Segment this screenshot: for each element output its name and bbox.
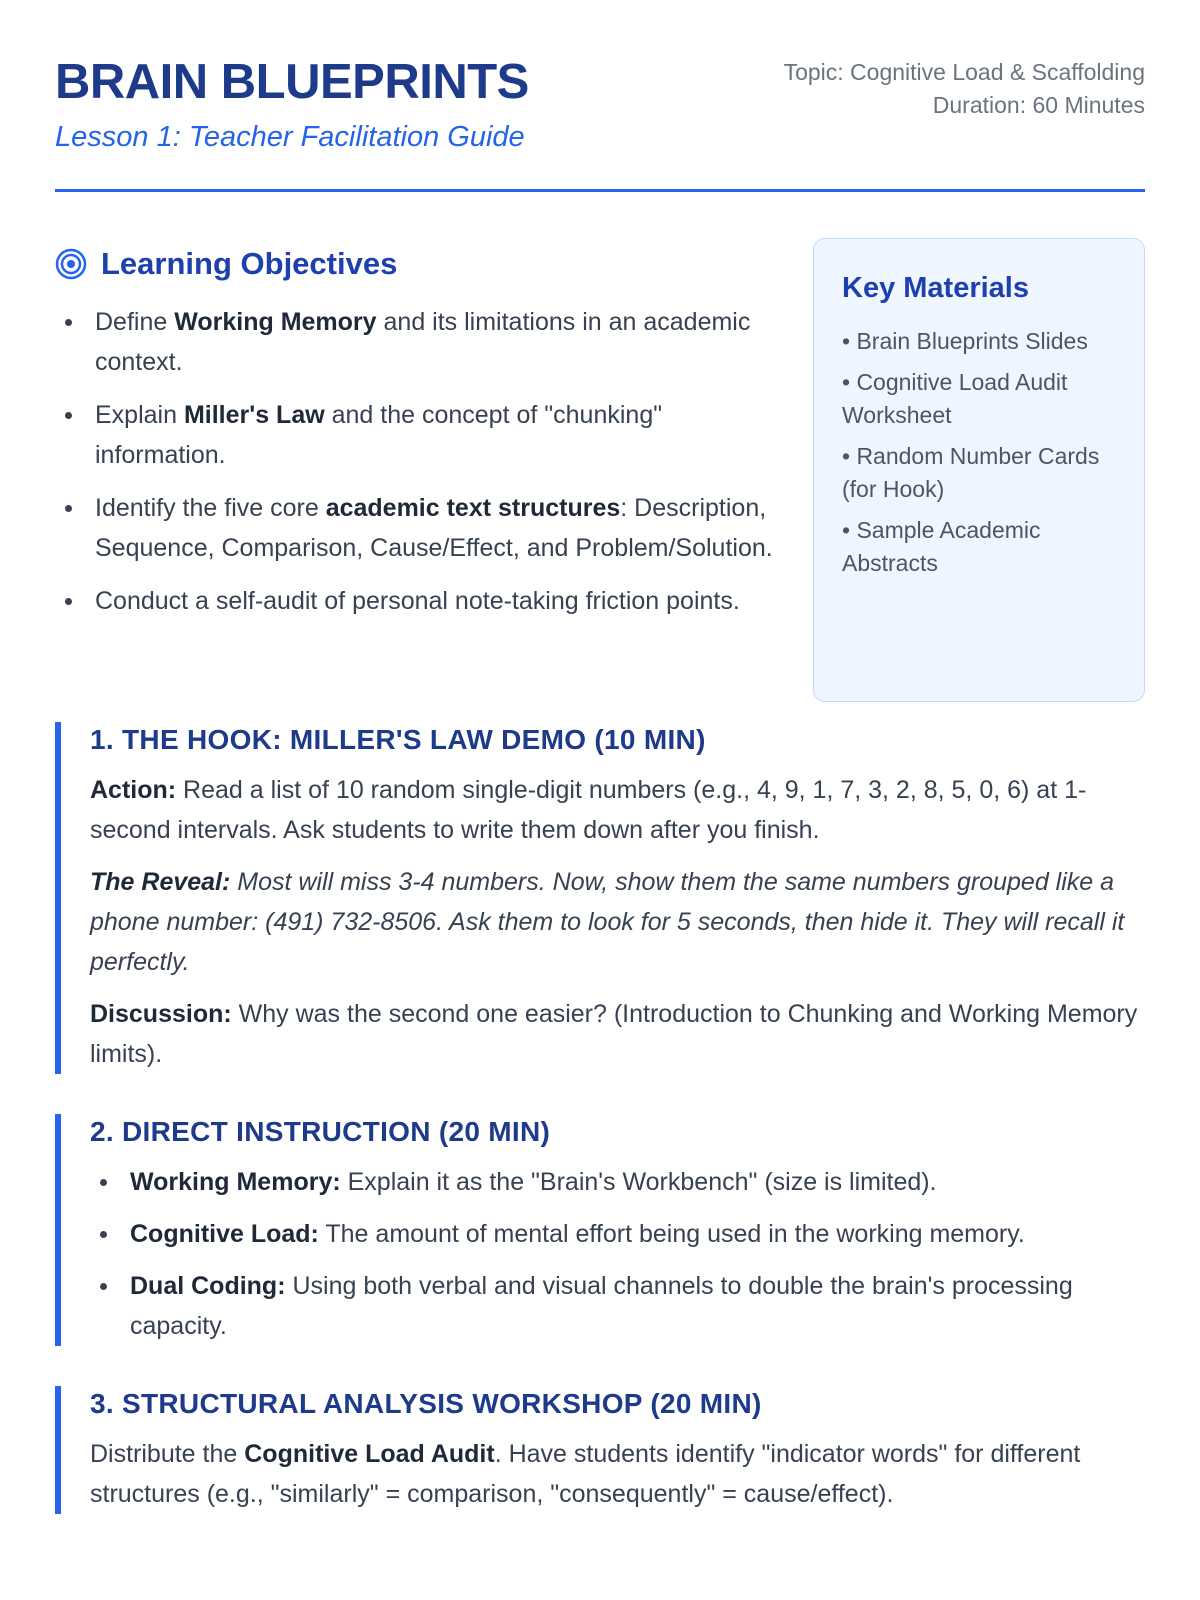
action-paragraph: Action: Read a list of 10 random single-digit numbers (e.g., 4, 9, 1, 7, 3, 2, 8, 5, 0, 6) at 1-second intervals. Ask students to write them down after you finish. <box>90 776 1087 844</box>
objectives-list <box>55 302 775 621</box>
key-materials-box <box>813 238 1145 702</box>
list-item: Conduct a self-audit of personal note-taking friction points. <box>55 581 775 621</box>
workshop-paragraph: Distribute the Cognitive Load Audit. Have students identify "indicator words" for different structures (e.g., "similarly" = comparison, "consequently" = cause/effect). <box>90 1440 1081 1508</box>
learning-objectives <box>55 244 775 634</box>
objectives-title: Learning Objectives <box>101 246 398 281</box>
section-direct-instruction <box>55 1114 1145 1346</box>
discussion-paragraph: Discussion: Why was the second one easier? (Introduction to Chunking and Working Memory limits). <box>90 1000 1138 1068</box>
topic-text: Topic: Cognitive Load & Scaffolding <box>783 59 1145 85</box>
list-item: Explain Miller's Law and the concept of "chunking" information. <box>55 395 775 475</box>
page-subtitle: Lesson 1: Teacher Facilitation Guide <box>55 121 525 153</box>
material-item: • Random Number Cards (for Hook) <box>842 443 1100 502</box>
section-hook <box>55 722 1145 1074</box>
lesson-meta <box>784 56 1145 122</box>
list-item: Working Memory: Explain it as the "Brain's Workbench" (size is limited). <box>90 1162 1145 1202</box>
section-title: 1. THE HOOK: MILLER'S LAW DEMO (10 MIN) <box>90 724 706 755</box>
header <box>55 0 1145 192</box>
reveal-paragraph: The Reveal: Most will miss 3-4 numbers. Now, show them the same numbers grouped like a phone number: (491) 732-8506. Ask them to look for 5 seconds, then hide it. They will recall it perfectly. <box>90 868 1125 976</box>
list-item: Cognitive Load: The amount of mental effort being used in the working memory. <box>90 1214 1145 1254</box>
duration-text: Duration: 60 Minutes <box>932 92 1145 118</box>
section-structural-analysis <box>55 1386 1145 1514</box>
list-item: Dual Coding: Using both verbal and visual channels to double the brain's processing capacity. <box>90 1266 1145 1346</box>
page-title: BRAIN BLUEPRINTS <box>55 55 529 109</box>
materials-title: Key Materials <box>842 272 1029 304</box>
target-icon <box>55 248 87 280</box>
list-item: Identify the five core academic text structures: Description, Sequence, Comparison, Cause/Effect, and Problem/Solution. <box>55 488 775 568</box>
top-area <box>55 192 1145 722</box>
instruction-list <box>90 1162 1145 1346</box>
material-item: • Cognitive Load Audit Worksheet <box>842 369 1068 428</box>
list-item: Define Working Memory and its limitations in an academic context. <box>55 302 775 382</box>
section-title: 2. DIRECT INSTRUCTION (20 MIN) <box>90 1116 551 1147</box>
objectives-header <box>55 244 775 284</box>
material-item: • Sample Academic Abstracts <box>842 517 1041 576</box>
section-title: 3. STRUCTURAL ANALYSIS WORKSHOP (20 MIN) <box>90 1388 762 1419</box>
material-item: • Brain Blueprints Slides <box>842 328 1088 354</box>
